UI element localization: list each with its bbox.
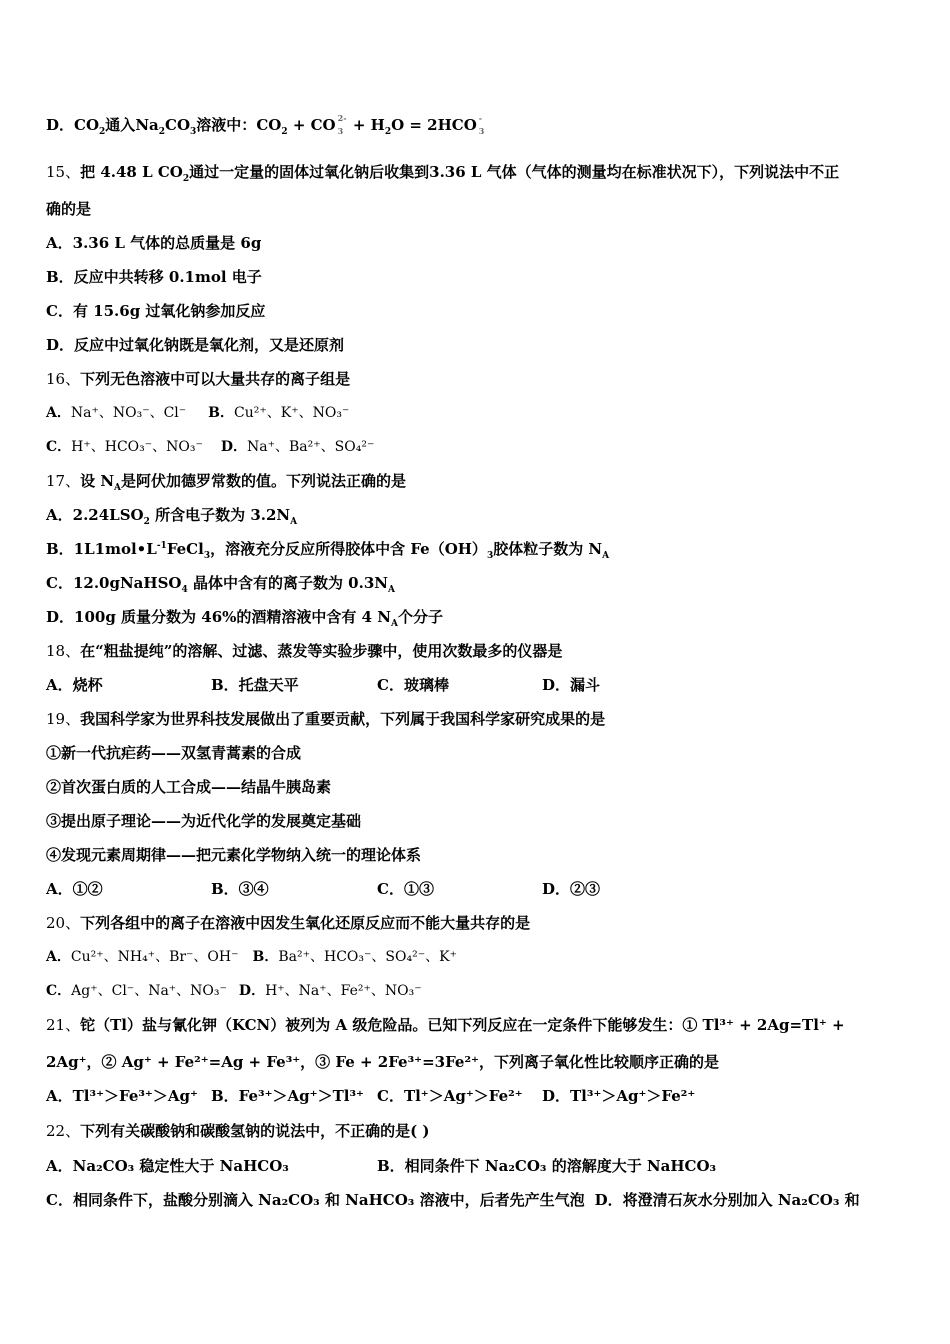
- option-text: Cu²⁺、K⁺、NO₃⁻: [234, 405, 350, 421]
- subscript: 4: [181, 585, 188, 595]
- q19-option-b: B．③④: [211, 880, 269, 898]
- q15-stem-line2: 确的是: [46, 200, 92, 218]
- option-label: D．: [238, 983, 266, 999]
- q22-stem: [46, 1121, 430, 1141]
- q20-stem: [46, 913, 530, 933]
- text: 是阿伏加德罗常数的值。下列说法正确的是: [121, 472, 407, 490]
- option-text: Na⁺、NO₃⁻、Cl⁻: [70, 405, 187, 421]
- q22-option-d: D．将澄清石灰水分别加入 Na₂CO₃ 和: [594, 1191, 860, 1209]
- question-number: 16、: [46, 370, 81, 388]
- q21-option-a: A．Tl³⁺＞Fe³⁺＞Ag⁺: [46, 1087, 198, 1105]
- question-number: 18、: [46, 642, 81, 660]
- text: 通入: [105, 116, 136, 134]
- q20-options-row2: [46, 981, 422, 1001]
- text: 晶体中含有的离子数为 0.3N: [187, 574, 388, 592]
- subscript: 3: [337, 126, 344, 136]
- q21-stem-line2: 2Ag⁺，② Ag⁺ + Fe²⁺=Ag + Fe³⁺，③ Fe + 2Fe³⁺=3Fe²⁺，下列离子氧化性比较顺序正确的是: [46, 1053, 719, 1071]
- question-number: 20、: [46, 914, 81, 932]
- subscript: 2: [384, 127, 392, 137]
- q18-stem: [46, 641, 562, 661]
- q17-option-c: [46, 573, 395, 593]
- question-text: 下列各组中的离子在溶液中因发生氧化还原反应而不能大量共存的是: [80, 914, 531, 932]
- q21-stem-line1: [46, 1015, 845, 1035]
- q18-option-d: D．漏斗: [542, 676, 601, 694]
- subscript: 3: [203, 551, 211, 561]
- option-label: D．: [46, 116, 75, 134]
- option-text: Ba²⁺、HCO₃⁻、SO₄²⁻、K⁺: [278, 949, 457, 965]
- q15-option-c: C．有 15.6g 过氧化钠参加反应: [46, 302, 266, 320]
- q19-option-a: A．①②: [46, 880, 103, 898]
- text: B．1L1mol•L: [46, 540, 157, 558]
- q21-option-d: D．Tl³⁺＞Ag⁺＞Fe²⁺: [542, 1087, 696, 1105]
- option-text: H⁺、HCO₃⁻、NO₃⁻: [71, 439, 203, 455]
- subscript: A: [388, 585, 395, 595]
- formula-text: O = 2HCO: [391, 116, 477, 134]
- text: D．100g 质量分数为 46%的酒精溶液中含有 4 N: [46, 608, 391, 626]
- question-number: 15、: [46, 163, 81, 181]
- subscript: A: [114, 483, 122, 493]
- option-label: D．: [220, 439, 248, 455]
- q17-option-a: [46, 505, 297, 525]
- option-label: C．: [46, 983, 72, 999]
- q18-option-b: B．托盘天平: [211, 676, 299, 694]
- question-number: 19、: [46, 710, 81, 728]
- question-number: 21、: [46, 1016, 81, 1034]
- superscript: 2-: [337, 113, 347, 123]
- text: 把: [80, 163, 101, 181]
- option-label: B．: [252, 949, 279, 965]
- question-text: 我国科学家为世界科技发展做出了重要贡献，下列属于我国科学家研究成果的是: [80, 710, 606, 728]
- q19-option-d: D．②③: [542, 880, 601, 898]
- q16-options-row1: [46, 403, 349, 423]
- formula-text: CO: [74, 116, 100, 134]
- subscript: A: [602, 551, 610, 561]
- q15-option-b: B．反应中共转移 0.1mol 电子: [46, 268, 262, 286]
- q19-option-c: C．①③: [377, 880, 434, 898]
- question-text: 下列有关碳酸钠和碳酸氢钠的说法中，不正确的是( ): [80, 1122, 430, 1140]
- ion-charge-stack: [477, 113, 489, 136]
- subscript: 2: [99, 127, 106, 137]
- q19-item-3: ③提出原子理论——为近代化学的发展奠定基础: [46, 812, 362, 830]
- text: 设 N: [80, 472, 115, 490]
- q22-options-row2: [46, 1190, 860, 1210]
- q18-option-a: A．烧杯: [46, 676, 103, 694]
- superscript: -: [478, 113, 483, 123]
- q17-option-d: [46, 607, 443, 627]
- q16-stem: [46, 369, 350, 389]
- subscript: A: [290, 517, 298, 527]
- q15-option-d: D．反应中过氧化钠既是氧化剂，又是还原剂: [46, 336, 345, 354]
- text: 所含电子数为 3.2N: [149, 506, 291, 524]
- q22-option-c: C．相同条件下，盐酸分别滴入 Na₂CO₃ 和 NaHCO₃ 溶液中，后者先产生气泡: [46, 1191, 585, 1209]
- subscript: 2: [143, 517, 150, 527]
- q15-stem-line1: [46, 162, 839, 182]
- text: A．2.24LSO: [46, 506, 144, 524]
- q22-option-b: B．相同条件下 Na₂CO₃ 的溶解度大于 NaHCO₃: [377, 1157, 717, 1175]
- question-text: 在“粗盐提纯”的溶解、过滤、蒸发等实验步骤中，使用次数最多的仪器是: [80, 642, 563, 660]
- formula-text: CO: [165, 116, 191, 134]
- text: 3.36 L: [429, 163, 482, 181]
- text: 通过一定量的固体过氧化钠后收集到: [189, 163, 430, 181]
- text: 气体（气体的测量均在标准状况下），下列说法中不正: [481, 163, 840, 181]
- q19-item-4: ④发现元素周期律——把元素化学物纳入统一的理论体系: [46, 846, 422, 864]
- q18-option-c: C．玻璃棒: [377, 676, 449, 694]
- text: 胶体粒子数为 N: [493, 540, 603, 558]
- text: ，溶液充分反应所得胶体中含 Fe（OH）: [210, 540, 487, 558]
- subscript: 3: [478, 126, 485, 136]
- subscript: 2: [182, 174, 190, 184]
- formula-text: + H: [347, 116, 385, 134]
- question-number: 22、: [46, 1122, 81, 1140]
- subscript: A: [390, 619, 398, 629]
- subscript: 2: [281, 127, 288, 137]
- option-label: C．: [46, 439, 72, 455]
- subscript: 2: [158, 127, 166, 137]
- subscript: 3: [190, 127, 197, 137]
- q19-stem: [46, 709, 605, 729]
- option-text: Na⁺、Ba²⁺、SO₄²⁻: [247, 439, 375, 455]
- option-text: H⁺、Na⁺、Fe²⁺、NO₃⁻: [265, 983, 422, 999]
- q17-stem: [46, 471, 406, 491]
- q15-option-a: A．3.36 L 气体的总质量是 6g: [46, 234, 262, 252]
- question-text: 下列无色溶液中可以大量共存的离子组是: [80, 370, 351, 388]
- subscript: 3: [486, 551, 494, 561]
- option-text: Cu²⁺、NH₄⁺、Br⁻、OH⁻: [70, 949, 239, 965]
- q21-option-c: C．Tl⁺＞Ag⁺＞Fe²⁺: [377, 1087, 523, 1105]
- superscript: -1: [156, 541, 167, 551]
- text: 个分子: [397, 608, 443, 626]
- q22-option-a: A．Na₂CO₃ 稳定性大于 NaHCO₃: [46, 1157, 289, 1175]
- text: C．12.0gNaHSO: [46, 574, 182, 592]
- formula-text: Na: [135, 116, 159, 134]
- q20-options-row1: [46, 947, 457, 967]
- option-label: A．: [46, 949, 71, 965]
- text: 4.48 L CO: [100, 163, 183, 181]
- option-text: Ag⁺、Cl⁻、Na⁺、NO₃⁻: [71, 983, 227, 999]
- q21-option-b: B．Fe³⁺＞Ag⁺＞Tl³⁺: [211, 1087, 364, 1105]
- formula-text: CO: [256, 116, 282, 134]
- option-label: A．: [46, 405, 71, 421]
- question-text: 铊（Tl）盐与氰化钾（KCN）被列为 A 级危险品。已知下列反应在一定条件下能够发生：① Tl³⁺ + 2Ag=Tl⁺ +: [80, 1016, 845, 1034]
- text: FeCl: [166, 540, 204, 558]
- text: 溶液中：: [196, 116, 257, 134]
- q16-options-row2: [46, 437, 374, 457]
- formula-text: + CO: [287, 116, 336, 134]
- q19-item-2: ②首次蛋白质的人工合成——结晶牛胰岛素: [46, 778, 332, 796]
- q17-option-b: [46, 539, 609, 559]
- option-label: B．: [208, 405, 235, 421]
- q14-option-d: [46, 115, 489, 135]
- q19-item-1: ①新一代抗疟药——双氢青蒿素的合成: [46, 744, 302, 762]
- ion-charge-stack: [336, 113, 348, 136]
- question-number: 17、: [46, 472, 81, 490]
